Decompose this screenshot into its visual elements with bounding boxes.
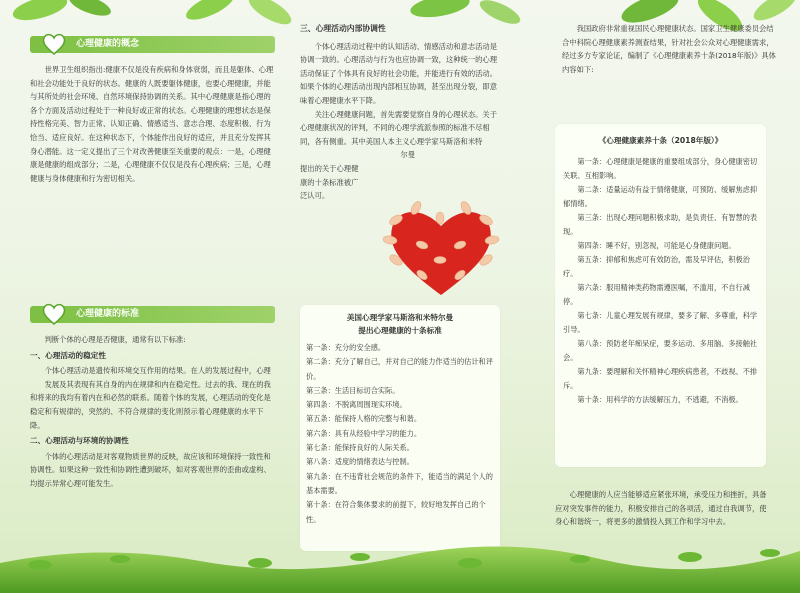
maslow-box-title-2: 提出心理健康的十条标准	[358, 326, 442, 335]
maslow-lead-line-3: 泛认可。	[300, 191, 330, 201]
section-title-internal: 三、心理活动内部协调性	[300, 24, 386, 33]
standards-sub1-p2: 发展及其表现有其自身的内在规律和内在稳定性。过去的我、现在的我和将来的我均有着内在和必然的联系。随着个体的发展，心理活动的变化是稳定和有规律的，突然的、不符合规律的变化则预示着心理健康的水平下降。	[30, 379, 271, 430]
maslow-lead-line-2: 康的十条标准被广	[300, 177, 359, 187]
maslow-lead-line-1: 提出的关于心理健	[300, 163, 359, 173]
literacy-item-6: 第六条：服用精神类药物需遵医嘱，不滥用，不自行减停。	[563, 283, 750, 306]
maslow-item-9: 第九条：在不违背社会规范的条件下，能适当的满足个人的基本需要。	[306, 471, 493, 495]
maslow-box-title-1: 美国心理学家马斯洛和米特尔曼	[346, 313, 454, 322]
literacy-item-7: 第七条：儿童心理发展有规律，要多了解、多尊重，科学引导。	[563, 311, 758, 334]
maslow-item-2: 第二条：充分了解自己，并对自己的能力作适当的估计和评价。	[306, 357, 493, 381]
maslow-item-4: 第四条：不脱离周围现实环境。	[306, 400, 407, 410]
hands-heart-image	[382, 200, 500, 300]
literacy-intro: 我国政府非常重视国民心理健康状态。国家卫生健康委员会结合中科院心理健康素养测查结果，针对社会公众对心理健康需求，经过多方专家论证，编制了《心理健康素养十条(2018年版)》具体内容如下:	[562, 24, 776, 74]
maslow-standards-box	[300, 305, 500, 551]
literacy-item-9: 第九条：要理解和关怀精神心理疾病患者，不歧视、不排斥。	[563, 367, 758, 390]
maslow-item-1: 第一条：充分的安全感。	[306, 343, 386, 352]
maslow-lead-tail	[300, 148, 415, 202]
maslow-item-5: 第五条：能保持人格的完整与和谐。	[306, 414, 422, 424]
column-left	[30, 36, 275, 488]
section-header-standards	[30, 306, 275, 323]
literacy-ten-box	[555, 124, 766, 467]
standards-intro: 判断个体的心理是否健康，通常有以下标准:	[44, 335, 186, 344]
literacy-box-title: 《心理健康素养十条（2018年版）》	[598, 136, 723, 145]
section-title-concept: 心理健康的概念	[76, 39, 140, 49]
concept-paragraph: 世界卫生组织指出:健康不仅是没有疾病和身体衰弱，而且是躯体、心理和社会功能处于良好的状态。健康的人既要躯体健康，也要心理健康，并能与其所处的社会环境、自然环境保持协调的关系。其中心理健康是指心理的各个方面及活动过程处于一种良好或正常的状态。心理健康的理想状态是保持性格完美、智力正常、认知正确、情感适当、意志合理、态度积极、行为恰当、适应良好。在这种状态下，个体能作出良好的适应，并且充分发挥其身心潜能。这一定义提出了三个对改善健康至关重要的观点：一是，心理健康是健康的组成部分；二是，心理健康不仅仅是没有心理疾病；三是，心理健康与身体健康和行为密切相关。	[30, 65, 274, 183]
literacy-item-3: 第三条：出现心理问题积极求助，是负责任、有智慧的表现。	[563, 213, 758, 236]
standards-sub1: 一、心理活动的稳定性	[30, 350, 106, 360]
section-standards	[30, 306, 275, 491]
section-title-standards: 心理健康的标准	[76, 309, 140, 319]
maslow-item-10: 第十条：在符合集体要求的前提下，较好地发挥自己的个性。	[306, 500, 486, 524]
section-header-concept	[30, 36, 275, 53]
internal-paragraph: 个体心理活动过程中的认知活动、情感活动和意志活动是协调一致的。心理活动与行为也应协调一致，这种统一的心理活动保证了个体具有良好的社会功能，并能进行有效的活动。如果个体的心理活动出现内部相互协调，甚至出现分裂，即意味着心理健康水平下降。	[300, 41, 498, 105]
maslow-lead-paragraph: 关注心理健康问题，首先需要觉察自身的心理状态。关于心理健康状况的评判，不同的心理学流派参照的标准不尽相同，各有侧重。其中美国人本主义心理学家马斯洛和米特	[300, 109, 498, 146]
standards-sub2: 二、心理活动与环境的协调性	[30, 436, 129, 446]
maslow-lead-tail-1: 尔曼	[400, 150, 415, 160]
maslow-item-6: 第六条：具有从经验中学习的能力。	[306, 428, 422, 438]
column-middle	[300, 22, 500, 203]
standards-sub1-p1: 个体心理活动是遗传和环境交互作用的结果。在人的发展过程中，心理	[44, 366, 271, 376]
heart-icon	[42, 33, 66, 55]
grass-decoration-bottom	[0, 523, 800, 593]
literacy-item-4: 第四条：睡不好，别忽视，可能是心身健康问题。	[577, 241, 736, 250]
maslow-item-3: 第三条：生活目标切合实际。	[306, 385, 400, 395]
literacy-item-1: 第一条：心理健康是健康的重要组成部分，身心健康密切关联、互相影响。	[563, 157, 758, 180]
column-right	[520, 22, 778, 76]
literacy-item-2: 第二条：适量运动有益于情绪健康，可预防、缓解焦虑抑郁情绪。	[563, 185, 758, 208]
standards-sub2-p: 个体的心理活动是对客观物质世界的反映，故应该和环境保持一致性和协调性。如果这种一致性和协调性遭到破坏，如对客观世界的歪曲或虚构、均提示异常心理可能发生。	[30, 451, 271, 488]
maslow-item-7: 第七条：能保持良好的人际关系。	[306, 443, 414, 453]
literacy-item-10: 第十条：用科学的方法缓解压力，不逃避，不消极。	[577, 395, 743, 404]
maslow-item-8: 第八条：适度的情绪表达与控制。	[306, 457, 414, 467]
closing-paragraph: 心理健康的人应当能够适应紧张环境，承受压力和挫折，具备应对突发事件的能力，积极安排自己的各项活，通过自我调节，使身心和谐统一，将更多的激情投入到工作和学习中去。	[555, 490, 767, 527]
heart-icon	[42, 303, 66, 325]
literacy-item-8: 第八条：预防老年痴呆症，要多运动、多用脑、多接触社会。	[563, 339, 758, 362]
literacy-item-5: 第五条：抑郁和焦虑可有效防治，需及早评估，积极治疗。	[563, 255, 750, 278]
